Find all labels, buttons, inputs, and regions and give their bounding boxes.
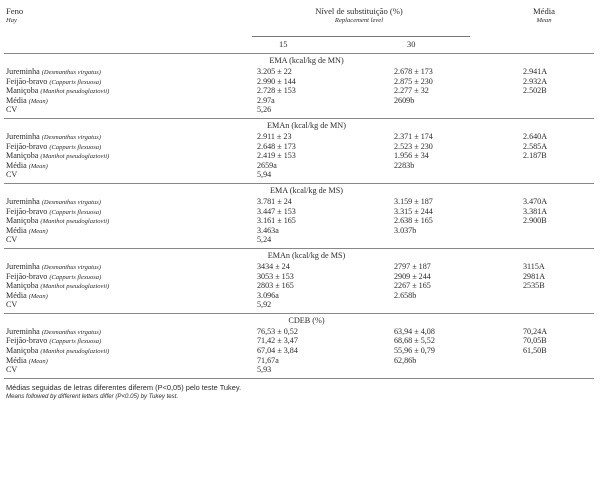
cell-level-15: 2.648 ± 173 bbox=[257, 141, 296, 151]
header-mean-en: Mean bbox=[536, 17, 552, 24]
table-body bbox=[4, 54, 594, 379]
table-row bbox=[4, 142, 594, 152]
cell-level-30: 2.875 ± 230 bbox=[394, 76, 433, 86]
level-15: 15 bbox=[279, 40, 288, 49]
row-scientific-name: (Mean) bbox=[28, 357, 48, 365]
cell-level-15: 71,67a bbox=[257, 355, 279, 365]
cell-mean: 2.585A bbox=[523, 141, 548, 151]
row-scientific-name: (Manihot pseudoglaziovii) bbox=[40, 88, 110, 96]
cell-level-30: 3.315 ± 244 bbox=[394, 206, 433, 216]
table-row bbox=[4, 327, 594, 337]
cell-level-15: 3053 ± 153 bbox=[257, 271, 294, 281]
row-scientific-name: (Mean) bbox=[28, 292, 48, 300]
row-scientific-name: (Manihot pseudoglaziovii) bbox=[40, 218, 110, 226]
cell-level-30: 2.638 ± 165 bbox=[394, 216, 433, 226]
row-name: Média bbox=[6, 290, 27, 300]
table-row bbox=[4, 132, 594, 142]
table-row bbox=[4, 96, 594, 106]
cell-level-15: 67,04 ± 3,84 bbox=[257, 346, 298, 356]
header-hay-pt: Feno bbox=[6, 6, 24, 16]
row-name: CV bbox=[6, 365, 18, 375]
cell-mean: 3115A bbox=[523, 261, 545, 271]
level-30: 30 bbox=[407, 40, 416, 49]
row-name: CV bbox=[6, 105, 18, 115]
header-mean bbox=[509, 6, 579, 24]
table-header bbox=[4, 4, 594, 38]
row-scientific-name: (Capparis flexuosa) bbox=[49, 338, 102, 346]
cell-level-15: 2.911 ± 23 bbox=[257, 131, 292, 141]
cell-level-30: 68,68 ± 5,52 bbox=[394, 336, 435, 346]
table-row bbox=[4, 272, 594, 282]
row-scientific-name: (Desmanthus virgatus) bbox=[41, 133, 101, 141]
row-scientific-name: (Desmanthus virgatus) bbox=[41, 69, 101, 76]
cell-level-30: 2609b bbox=[394, 95, 415, 105]
row-scientific-name: (Capparis flexuosa) bbox=[49, 208, 102, 216]
cell-mean: 2981A bbox=[523, 271, 546, 281]
row-scientific-name: (Desmanthus virgatus) bbox=[41, 198, 101, 206]
row-scientific-name: (Capparis flexuosa) bbox=[49, 78, 102, 86]
row-scientific-name: (Mean) bbox=[28, 162, 48, 170]
cell-level-15: 5,26 bbox=[257, 105, 272, 115]
cell-level-15: 3.161 ± 165 bbox=[257, 216, 296, 226]
header-replacement-pt: Nível de substituição (%) bbox=[315, 6, 403, 16]
table-row bbox=[4, 262, 594, 272]
row-name: Média bbox=[6, 225, 27, 235]
cell-mean: 3.381A bbox=[523, 206, 548, 216]
cell-level-15: 3.447 ± 153 bbox=[257, 206, 296, 216]
cell-level-30: 2909 ± 244 bbox=[394, 271, 431, 281]
level-row bbox=[4, 38, 594, 52]
row-name: Jureminha bbox=[6, 261, 40, 271]
cell-level-15: 3.781 ± 24 bbox=[257, 196, 292, 206]
cell-level-30: 2.277 ± 32 bbox=[394, 86, 429, 96]
table-row bbox=[4, 151, 594, 161]
section-title: EMA (kcal/kg de MS) bbox=[270, 185, 343, 195]
row-name: Maniçoba bbox=[6, 86, 39, 96]
row-name: Jureminha bbox=[6, 196, 40, 206]
cell-level-30: 2.371 ± 174 bbox=[394, 131, 433, 141]
table-row bbox=[4, 226, 594, 236]
section-divider bbox=[4, 378, 594, 379]
header-replacement-en: Replacement level bbox=[334, 17, 384, 24]
table-row bbox=[4, 356, 594, 366]
row-name: Maniçoba bbox=[6, 216, 39, 226]
table-row bbox=[4, 170, 594, 180]
header-underline bbox=[252, 36, 470, 37]
cell-mean: 2.640A bbox=[523, 131, 548, 141]
header-replacement bbox=[254, 6, 464, 24]
cell-mean: 2.900B bbox=[523, 216, 547, 226]
row-name: Jureminha bbox=[6, 67, 40, 76]
cell-level-15: 5,24 bbox=[257, 235, 272, 245]
table-row bbox=[4, 336, 594, 346]
table-row bbox=[4, 216, 594, 226]
row-name: Jureminha bbox=[6, 131, 40, 141]
cell-level-30: 1.956 ± 34 bbox=[394, 151, 429, 161]
header-hay-en: Hay bbox=[6, 17, 17, 24]
table-row bbox=[4, 291, 594, 301]
row-name: Maniçoba bbox=[6, 281, 39, 291]
row-scientific-name: (Desmanthus virgatus) bbox=[41, 328, 101, 336]
cell-level-15: 3.096a bbox=[257, 290, 279, 300]
cell-level-15: 71,42 ± 3,47 bbox=[257, 336, 298, 346]
cell-level-15: 3.205 ± 22 bbox=[257, 67, 292, 76]
cell-level-30: 2.658b bbox=[394, 290, 417, 300]
cell-level-30: 62,86b bbox=[394, 355, 417, 365]
cell-level-15: 3434 ± 24 bbox=[257, 261, 290, 271]
cell-mean: 2.932A bbox=[523, 76, 548, 86]
row-name: Feijão-bravo bbox=[6, 271, 48, 281]
cell-mean: 2.941A bbox=[523, 67, 548, 76]
section-title: EMAn (kcal/kg de MS) bbox=[267, 250, 346, 260]
table-row bbox=[4, 300, 594, 310]
table-row bbox=[4, 346, 594, 356]
row-label bbox=[6, 235, 17, 245]
row-label bbox=[6, 300, 17, 310]
results-table bbox=[4, 4, 594, 400]
table-row bbox=[4, 105, 594, 115]
footnote-en: Means followed by different letters differ (P<0.05) by Tukey test. bbox=[6, 392, 179, 400]
cell-mean: 2535B bbox=[523, 281, 545, 291]
section-title: EMAn (kcal/kg de MN) bbox=[267, 120, 346, 130]
cell-level-15: 5,94 bbox=[257, 170, 272, 180]
cell-level-30: 2283b bbox=[394, 160, 415, 170]
row-name: Maniçoba bbox=[6, 151, 39, 161]
cell-level-15: 2803 ± 165 bbox=[257, 281, 294, 291]
cell-mean: 70,05B bbox=[523, 336, 547, 346]
cell-level-15: 2659a bbox=[257, 160, 277, 170]
cell-level-30: 3.159 ± 187 bbox=[394, 196, 433, 206]
row-name: Média bbox=[6, 355, 27, 365]
row-name: CV bbox=[6, 300, 18, 310]
table-row bbox=[4, 197, 594, 207]
row-label bbox=[6, 170, 17, 180]
row-scientific-name: (Manihot pseudoglaziovii) bbox=[40, 153, 110, 161]
row-name: CV bbox=[6, 235, 18, 245]
row-name: Feijão-bravo bbox=[6, 206, 48, 216]
row-name: Jureminha bbox=[6, 326, 40, 336]
row-scientific-name: (Mean) bbox=[28, 97, 48, 105]
row-scientific-name: (Desmanthus virgatus) bbox=[41, 263, 101, 271]
row-label bbox=[6, 105, 17, 115]
cell-level-15: 76,53 ± 0,52 bbox=[257, 326, 298, 336]
cell-level-15: 2.728 ± 153 bbox=[257, 86, 296, 96]
row-name: Maniçoba bbox=[6, 346, 39, 356]
table-row bbox=[4, 67, 594, 77]
cell-level-30: 2.678 ± 173 bbox=[394, 67, 433, 76]
table-row bbox=[4, 207, 594, 217]
table-row bbox=[4, 77, 594, 87]
header-hay bbox=[6, 6, 23, 24]
row-name: Média bbox=[6, 160, 27, 170]
row-name: Feijão-bravo bbox=[6, 76, 48, 86]
row-name: Média bbox=[6, 95, 27, 105]
table-row bbox=[4, 86, 594, 96]
cell-level-15: 2.419 ± 153 bbox=[257, 151, 296, 161]
row-scientific-name: (Mean) bbox=[28, 227, 48, 235]
table-row bbox=[4, 161, 594, 171]
cell-level-30: 63,94 ± 4,08 bbox=[394, 326, 435, 336]
cell-mean: 3.470A bbox=[523, 196, 548, 206]
table-row bbox=[4, 235, 594, 245]
row-scientific-name: (Manihot pseudoglaziovii) bbox=[40, 348, 110, 356]
cell-level-15: 5,92 bbox=[257, 300, 272, 310]
cell-level-30: 2267 ± 165 bbox=[394, 281, 431, 291]
row-scientific-name: (Capparis flexuosa) bbox=[49, 273, 102, 281]
cell-mean: 2.187B bbox=[523, 151, 547, 161]
cell-level-30: 2797 ± 187 bbox=[394, 261, 431, 271]
row-name: Feijão-bravo bbox=[6, 141, 48, 151]
row-scientific-name: (Manihot pseudoglaziovii) bbox=[40, 283, 110, 291]
section-title: CDEB (%) bbox=[288, 315, 325, 325]
table-row bbox=[4, 281, 594, 291]
cell-level-30: 2.523 ± 230 bbox=[394, 141, 433, 151]
cell-level-30: 3.037b bbox=[394, 225, 417, 235]
cell-mean: 70,24A bbox=[523, 326, 548, 336]
cell-level-15: 2.990 ± 144 bbox=[257, 76, 296, 86]
row-name: CV bbox=[6, 170, 18, 180]
cell-level-15: 3.463a bbox=[257, 225, 279, 235]
section-title: EMA (kcal/kg de MN) bbox=[269, 56, 344, 65]
table-row bbox=[4, 365, 594, 375]
cell-level-15: 2.97a bbox=[257, 95, 275, 105]
cell-level-30: 55,96 ± 0,79 bbox=[394, 346, 435, 356]
footnote: Médias seguidas de letras diferentes diferem (P<0,05) pelo teste Tukey. bbox=[6, 382, 242, 392]
cell-level-15: 5,93 bbox=[257, 365, 272, 375]
cell-mean: 61,50B bbox=[523, 346, 547, 356]
row-name: Feijão-bravo bbox=[6, 336, 48, 346]
row-scientific-name: (Capparis flexuosa) bbox=[49, 143, 102, 151]
row-label bbox=[6, 365, 17, 375]
header-mean-pt: Média bbox=[533, 6, 555, 16]
cell-mean: 2.502B bbox=[523, 86, 547, 96]
